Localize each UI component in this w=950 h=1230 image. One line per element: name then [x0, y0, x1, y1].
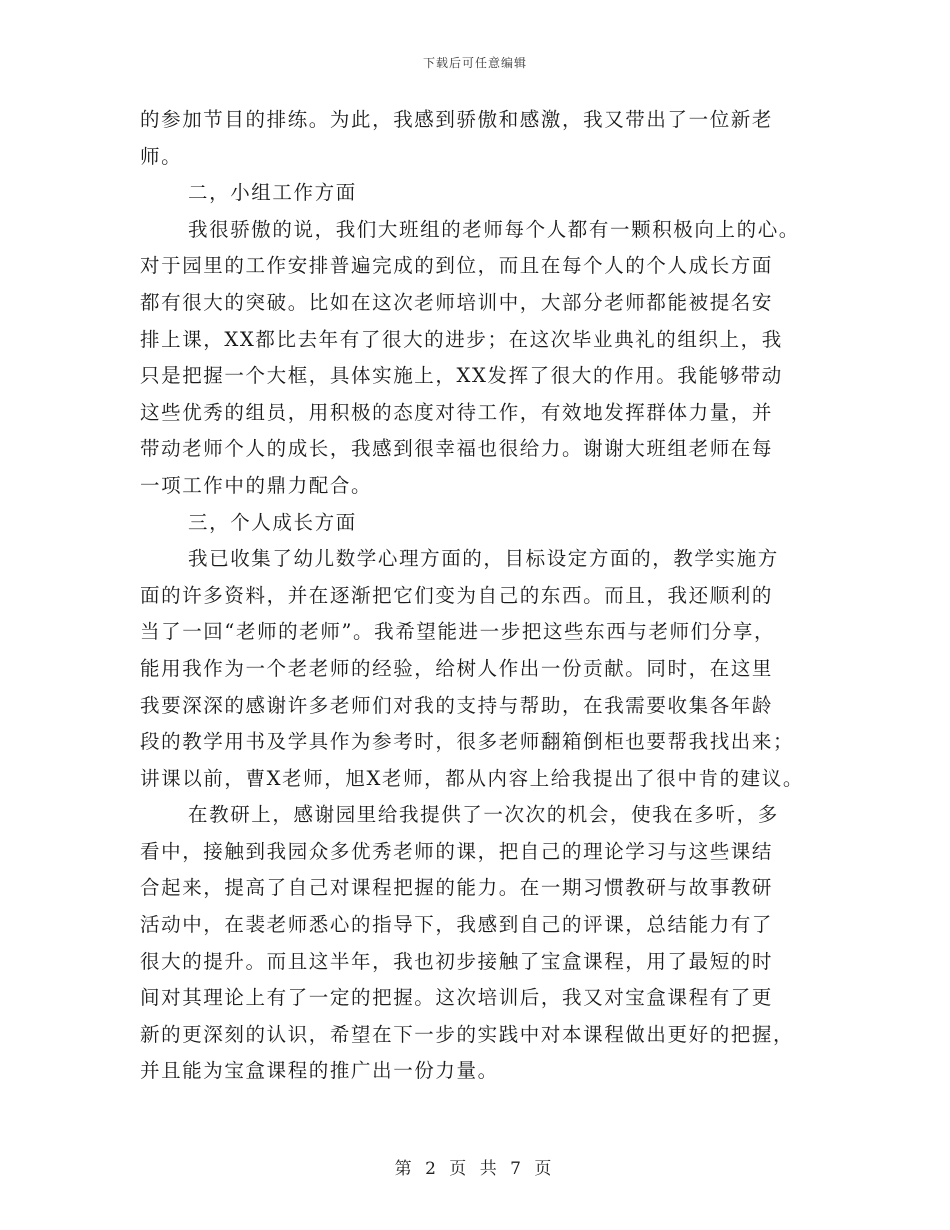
section-heading: 三，个人成长方面: [188, 510, 357, 534]
text-line: 对于园里的工作安排普遍完成的到位，而且在每个人的个人成长方面: [140, 254, 774, 278]
text-line: 面的许多资料，并在逐渐把它们变为自己的东西。而且，我还顺利的: [140, 583, 774, 607]
text-line: 合起来，提高了自己对课程把握的能力。在一期习惯教研与故事教研: [140, 876, 774, 900]
document-body: [140, 102, 830, 1090]
text-line: 排上课，XX都比去年有了很大的进步；在这次毕业典礼的组织上，我: [140, 327, 783, 351]
text-line: 能用我作为一个老老师的经验，给树人作出一份贡献。同时，在这里: [140, 656, 774, 680]
text-line: 我已收集了幼儿数学心理方面的，目标设定方面的，教学实施方: [188, 547, 779, 571]
text-line: 间对其理论上有了一定的把握。这次培训后，我又对宝盒课程有了更: [140, 986, 774, 1010]
text-line: 讲课以前，曹X老师，旭X老师，都从内容上给我提出了很中肯的建议。: [140, 766, 804, 790]
text-line: 都有很大的突破。比如在这次老师培训中，大部分老师都能被提名安: [140, 290, 774, 314]
text-line: 并且能为宝盒课程的推广出一份力量。: [140, 1059, 499, 1083]
text-line: 这些优秀的组员，用积极的态度对待工作，有效地发挥群体力量，并: [140, 400, 774, 424]
page-header: 下载后可任意编辑: [422, 56, 527, 70]
text-line: 在教研上，感谢园里给我提供了一次次的机会，使我在多听，多: [188, 803, 779, 827]
text-line: 我很骄傲的说，我们大班组的老师每个人都有一颗积极向上的心。: [188, 217, 800, 241]
text-line: 新的更深刻的认识，希望在下一步的实践中对本课程做出更好的把握，: [140, 1022, 795, 1046]
text-line: 很大的提升。而且这半年，我也初步接触了宝盒课程，用了最短的时: [140, 949, 774, 973]
page-number: 第 2 页 共 7 页: [394, 1159, 556, 1179]
text-line: 看中，接触到我园众多优秀老师的课，把自己的理论学习与这些课结: [140, 839, 774, 863]
section-heading: 二，小组工作方面: [188, 181, 357, 205]
text-line: 我要深深的感谢许多老师们对我的支持与帮助，在我需要收集各年龄: [140, 693, 774, 717]
text-line: 段的教学用书及学具作为参考时，很多老师翻箱倒柜也要帮我找出来；: [140, 730, 795, 754]
text-line: 活动中，在裴老师悉心的指导下，我感到自己的评课，总结能力有了: [140, 913, 774, 937]
text-line: 一项工作中的鼎力配合。: [140, 473, 373, 497]
text-line: 带动老师个人的成长，我感到很幸福也很给力。谢谢大班组老师在每: [140, 437, 774, 461]
text-line: 当了一回“老师的老师”。我希望能进一步把这些东西与老师们分享，: [140, 620, 776, 644]
text-line: 的参加节目的排练。为此，我感到骄傲和感激，我又带出了一位新老: [140, 108, 774, 131]
text-line: 只是把握一个大框，具体实施上，XX发挥了很大的作用。我能够带动: [140, 364, 783, 388]
text-line: 师。: [140, 144, 183, 168]
